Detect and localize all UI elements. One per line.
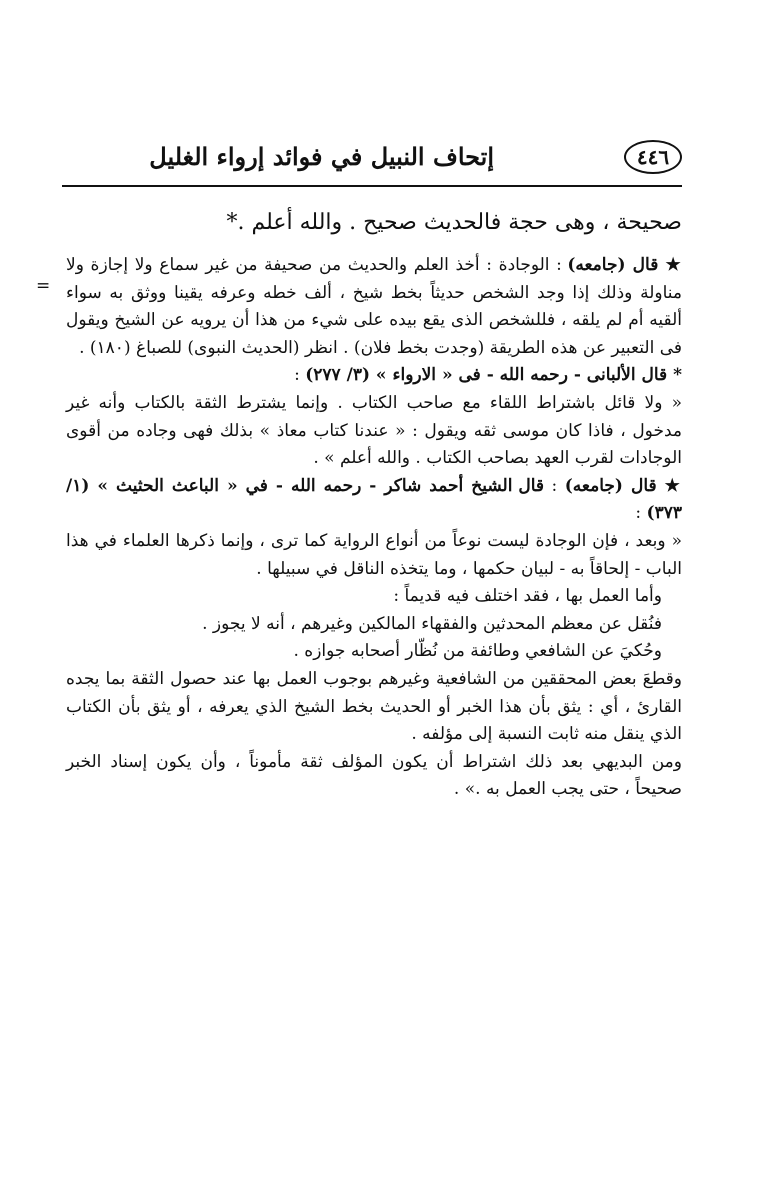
page-number: ٤٤٦ bbox=[624, 140, 682, 174]
paragraph-text: : الوجادة : أخذ العلم والحديث من صحيفة من غير سماع ولا إجازة ولا مناولة وذلك إذا وجد الشخص حديثاً بخط شيخ ، ألف خطه وعرفه يقينا ووثق به سواء ألقيه أم لم يلقه ، فللشخص الذى يقع بيده على شيء من هذا أن يرويه عن الشيخ ويقول فى التعبير عن هذه الطريقة (وجدت بخط فلان) . انظر (الحديث النبوى) للصباغ (١٨٠) . bbox=[66, 255, 682, 358]
book-title: إتحاف النبيل في فوائد إرواء الغليل bbox=[149, 142, 494, 171]
body-text bbox=[66, 208, 682, 804]
paragraph-shakir-quote-2: وأما العمل بها ، فقد اختلف فيه قديماً : bbox=[393, 586, 662, 607]
paragraph-shakir-quote-5: وقطعَ بعض المحققين من الشافعية وغيرهم بوجوب العمل بها عند حصول الثقة بما يجده القارئ ، أي : يثق بأن هذا الخبر أو الحديث بخط الشيخ الذي يعرفه ، أو يثق بأن الكتاب الذي ينقل منه ثابت النسبة إلى مؤلفه . bbox=[66, 668, 682, 745]
paragraph-shakir-quote-3: فنُقل عن معظم المحدثين والفقهاء المالكين وغيرهم ، أنه لا يجوز . bbox=[202, 613, 662, 634]
paragraph-wajada-definition bbox=[66, 252, 682, 362]
lead-line: صحيحة ، وهى حجة فالحديث صحيح . والله أعلم .* bbox=[226, 210, 682, 235]
paragraph-text: : bbox=[635, 503, 647, 524]
paragraph-shakir-quote-4: وحُكيَ عن الشافعي وطائفة من نُظّار أصحابه جوازه . bbox=[293, 641, 662, 662]
running-header bbox=[62, 138, 682, 182]
header-rule bbox=[62, 185, 682, 187]
paragraph-albani-heading bbox=[66, 362, 682, 390]
paragraph-albani-quote: « ولا قائل باشتراط اللقاء مع صاحب الكتاب . وإنما يشترط الثقة بالكتاب وأنه غير مدخول ، فاذا كان موسى ثقه ويقول : « عندنا كتاب معاذ » بذلك فهى وجاده من أقوى الوجادات لقرب العهد بصاحب الكتاب . والله أعلم » . bbox=[66, 392, 682, 469]
margin-mark: = bbox=[36, 276, 51, 296]
paragraph-text: : bbox=[294, 365, 306, 386]
paragraph-heading: ★ قال (جامعه) bbox=[564, 475, 682, 496]
paragraph-heading-source: قال الشيخ أحمد شاكر - رحمه الله - في « الباعث الحثيث » (١/ ٣٧٣) bbox=[66, 475, 682, 524]
paragraph-shakir-heading bbox=[66, 473, 682, 528]
paragraph-heading: ★ قال (جامعه) bbox=[567, 255, 682, 275]
paragraph-heading: * قال الألبانى - رحمه الله - فى « الارواء » (٣/ ٢٧٧) bbox=[305, 365, 682, 386]
paragraph-shakir-quote-6: ومن البديهي بعد ذلك اشتراط أن يكون المؤلف ثقة مأموناً ، وأن يكون إسناد الخبر صحيحاً ، حتى يجب العمل به .» . bbox=[66, 751, 682, 800]
paragraph-shakir-quote-1: « وبعد ، فإن الوجادة ليست نوعاً من أنواع الرواية كما ترى ، وإنما ذكرها العلماء في هذا الباب - إلحاقاً به - لبيان حكمها ، وما يتخذه الناقل في سبيلها . bbox=[66, 530, 682, 579]
paragraph-text: : bbox=[544, 475, 565, 496]
